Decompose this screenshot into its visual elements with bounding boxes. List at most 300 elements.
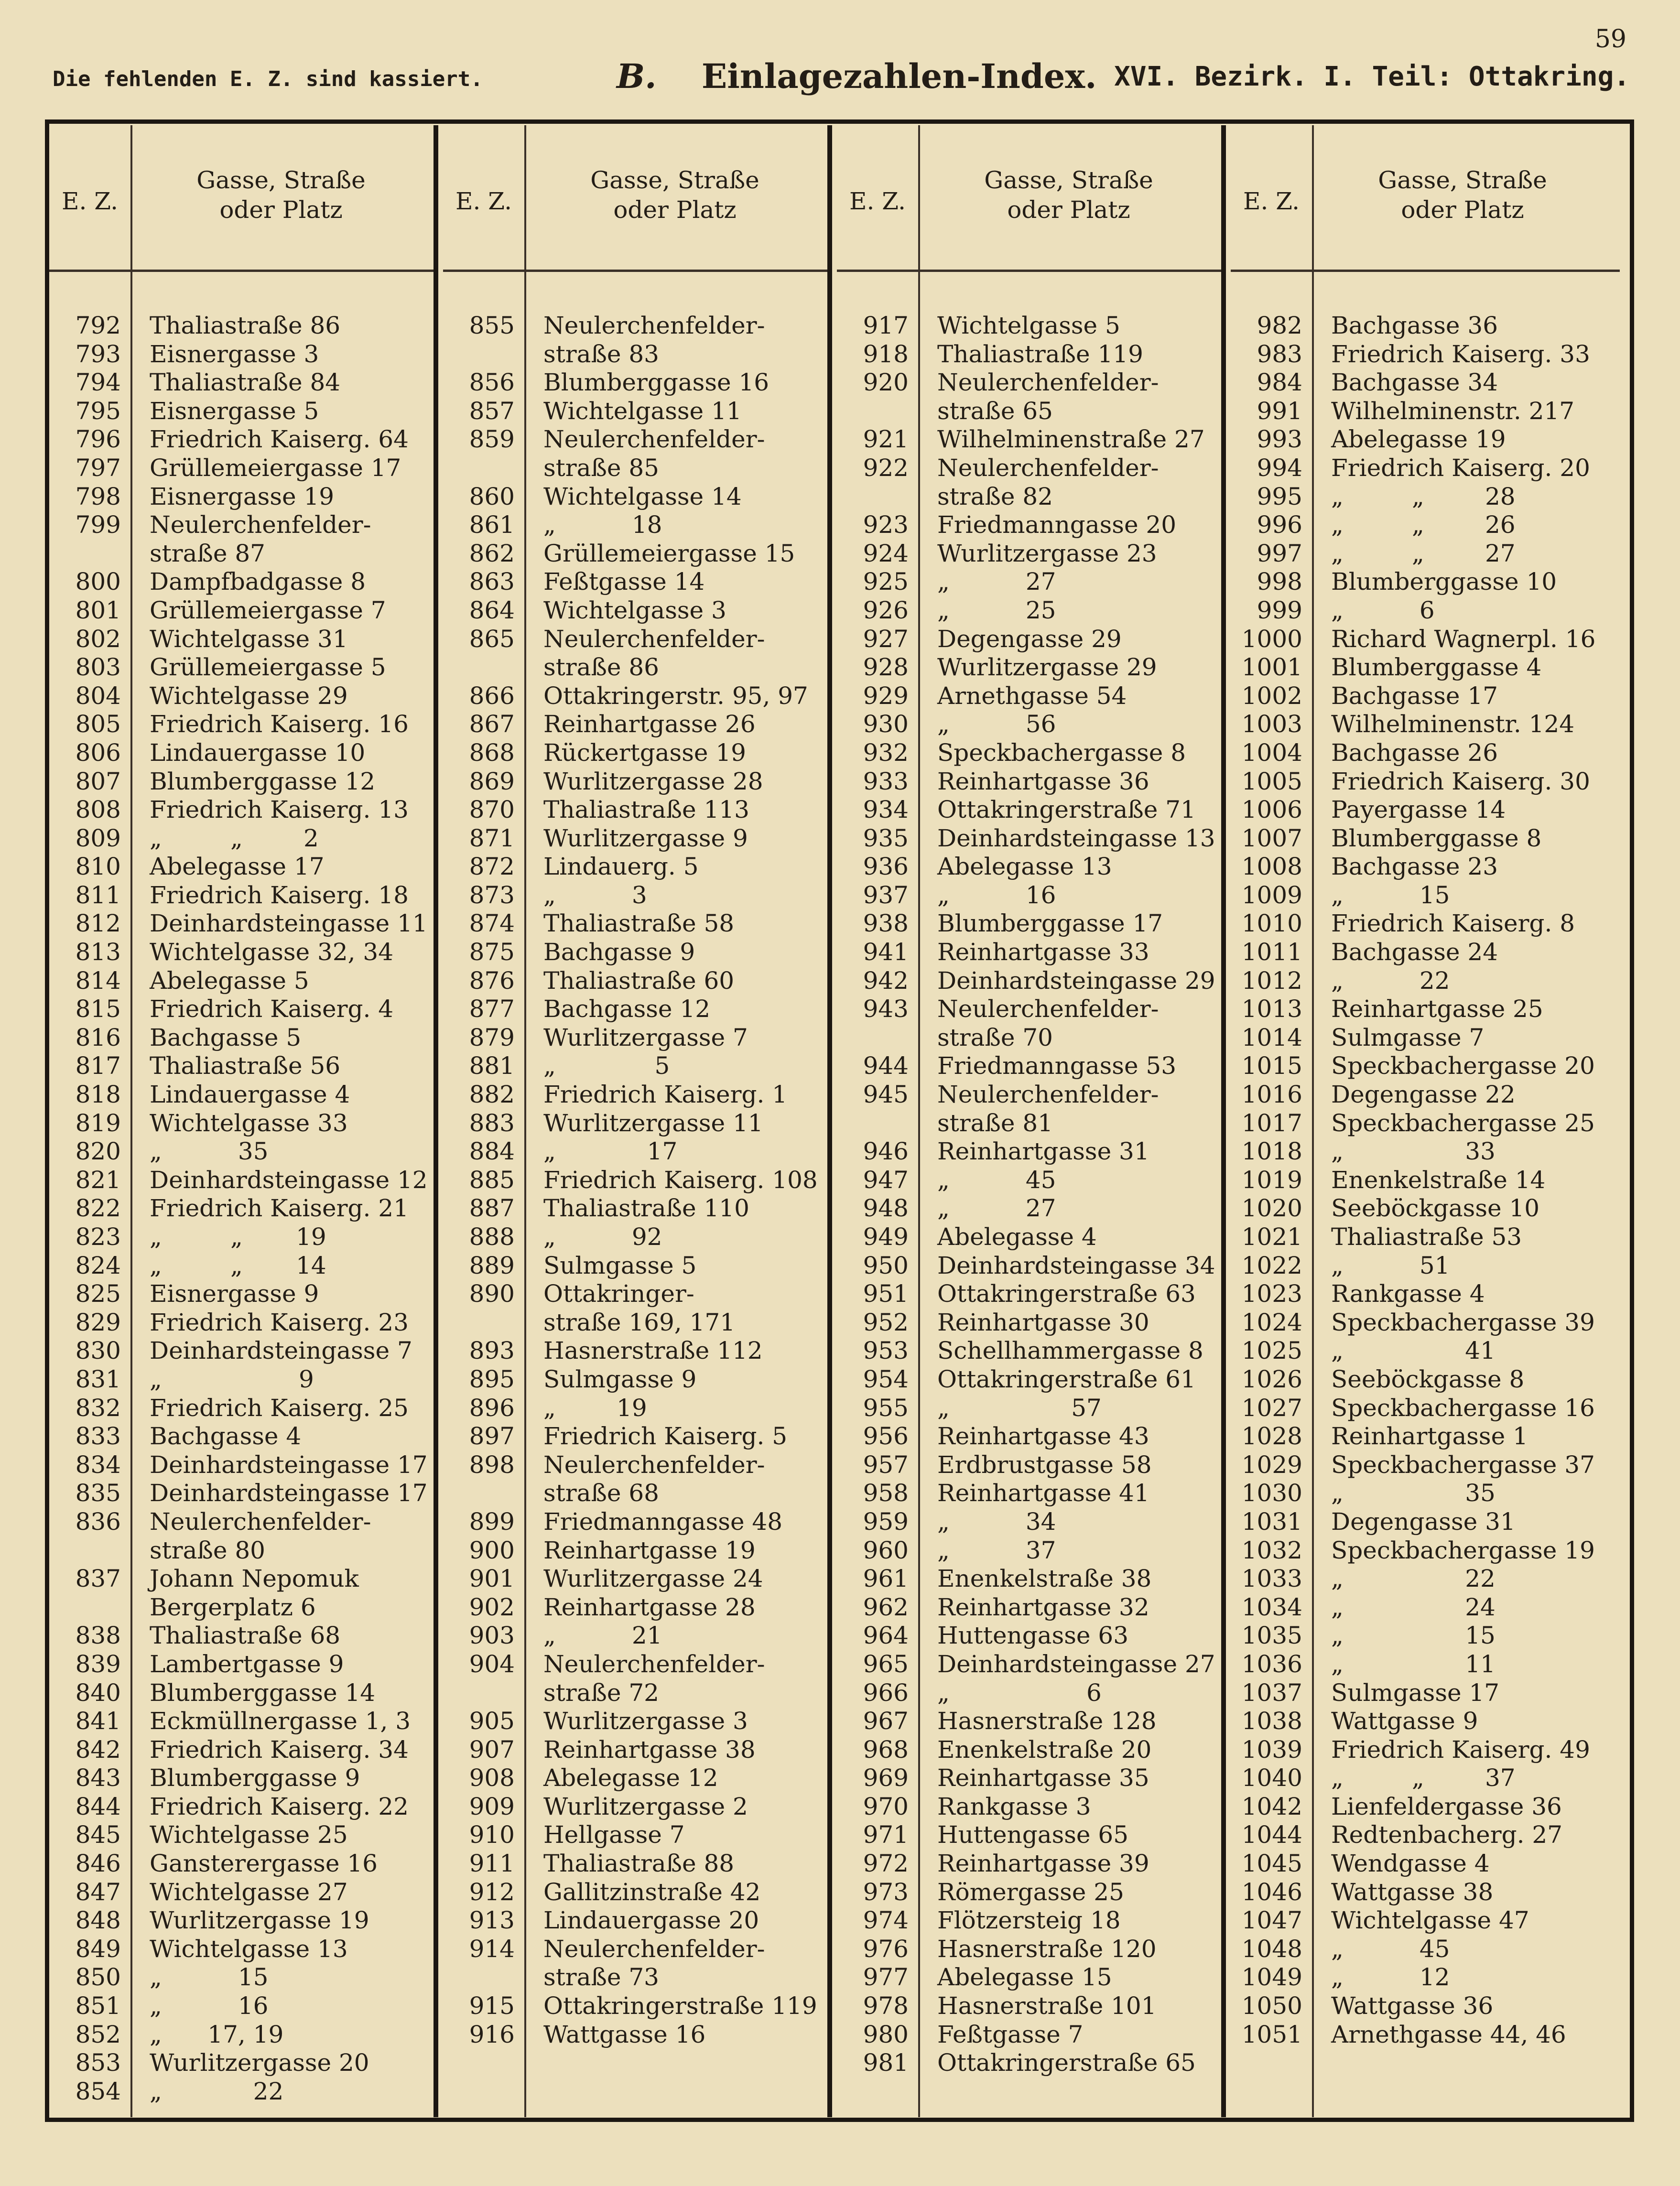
index-row — [1231, 1081, 1620, 1109]
street-entry: „ 56 — [937, 710, 1056, 738]
street-entry: „ „ 14 — [150, 1251, 326, 1279]
street-entry: Friedrich Kaiserg. 108 — [543, 1166, 818, 1194]
street-entry: Neulerchenfelder- — [937, 368, 1159, 397]
street-entry: Neulerchenfelder- — [543, 1450, 765, 1479]
ez-number: 1047 — [1241, 1906, 1302, 1935]
street-entry: Friedrich Kaiserg. 8 — [1331, 909, 1575, 938]
ez-number: 977 — [863, 1963, 909, 1991]
street-entry: Ottakringer- — [543, 1280, 694, 1308]
ez-number: 864 — [469, 596, 515, 624]
ez-number: 924 — [863, 539, 909, 567]
index-row — [49, 312, 438, 340]
ez-number — [837, 1024, 918, 1052]
ez-number — [837, 1109, 918, 1138]
ez-number: 876 — [469, 966, 515, 995]
ez-number: 914 — [469, 1935, 515, 1963]
ez-number: 805 — [75, 710, 121, 738]
ez-number — [443, 1963, 524, 1992]
street-entry: Rankgasse 4 — [1331, 1280, 1485, 1308]
index-row — [1231, 1309, 1620, 1337]
index-row — [443, 1593, 832, 1622]
street-entry: Lambertgasse 9 — [150, 1650, 344, 1678]
street-entry: Hasnerstraße 120 — [937, 1935, 1157, 1963]
ez-number: 927 — [863, 625, 909, 653]
ez-number: 913 — [469, 1906, 515, 1935]
index-row — [443, 739, 832, 768]
index-row — [49, 1650, 438, 1679]
street-entry: Erdbrustgasse 58 — [937, 1450, 1152, 1479]
street-entry: straße 81 — [937, 1109, 1053, 1137]
street-entry: „ 3 — [543, 881, 647, 909]
ez-number: 945 — [863, 1081, 909, 1109]
street-entry: Reinhartgasse 38 — [543, 1735, 756, 1764]
index-row — [837, 1422, 1226, 1451]
ez-number: 901 — [469, 1565, 515, 1593]
index-row — [49, 1337, 438, 1365]
street-entry: „ 57 — [937, 1394, 1102, 1422]
ez-number: 1051 — [1241, 2020, 1302, 2048]
street-entry: Lindauergasse 20 — [543, 1906, 759, 1935]
street-entry: Ottakringerstraße 61 — [937, 1365, 1196, 1393]
index-rows — [837, 312, 1226, 2078]
street-header — [1314, 165, 1611, 225]
street-header — [527, 165, 823, 225]
index-row — [49, 1935, 438, 1964]
street-entry: Reinhartgasse 36 — [937, 767, 1149, 795]
ez-number: 843 — [75, 1764, 121, 1792]
street-entry: Thaliastraße 86 — [150, 312, 341, 339]
index-row — [1231, 1166, 1620, 1195]
street-header-line1: Gasse, Straße — [590, 166, 759, 194]
street-entry: Enenkelstraße 14 — [1331, 1166, 1546, 1194]
street-entry: Schellhammergasse 8 — [937, 1337, 1203, 1365]
index-row — [443, 1223, 832, 1252]
index-row — [837, 454, 1226, 483]
ez-number: 976 — [863, 1935, 909, 1963]
ez-number: 799 — [75, 511, 121, 539]
street-entry: Thaliastraße 88 — [543, 1850, 735, 1878]
street-entry: Wichtelgasse 14 — [543, 482, 742, 510]
ez-number: 929 — [863, 682, 909, 710]
ez-number: 1019 — [1241, 1166, 1302, 1194]
index-rows — [1231, 312, 1620, 2049]
ez-number: 1031 — [1241, 1507, 1302, 1536]
ez-number: 969 — [863, 1764, 909, 1792]
street-entry: Flötzersteig 18 — [937, 1906, 1121, 1935]
street-entry: Abelegasse 13 — [937, 853, 1112, 881]
street-entry: Friedrich Kaiserg. 4 — [150, 995, 394, 1023]
ez-number: 818 — [75, 1081, 121, 1109]
street-entry: Wurlitzergasse 3 — [543, 1707, 748, 1735]
index-row — [837, 1508, 1226, 1537]
street-header — [921, 165, 1217, 225]
index-row — [1231, 625, 1620, 654]
street-entry: Wichtelgasse 5 — [937, 312, 1120, 339]
index-row — [443, 397, 832, 426]
street-entry: Speckbachergasse 20 — [1331, 1052, 1595, 1080]
index-row — [1231, 483, 1620, 511]
index-row — [443, 368, 832, 397]
ez-number: 1045 — [1241, 1850, 1302, 1878]
street-entry: Eisnergasse 19 — [150, 482, 335, 510]
street-entry: Blumberggasse 4 — [1331, 653, 1542, 682]
street-entry: Wichtelgasse 11 — [543, 397, 742, 425]
street-header-line1: Gasse, Straße — [984, 166, 1153, 194]
street-entry: „ 33 — [1331, 1137, 1496, 1166]
street-entry: Speckbachergasse 19 — [1331, 1536, 1595, 1564]
index-row — [1231, 1508, 1620, 1537]
index-row — [1231, 2021, 1620, 2049]
index-row — [49, 2049, 438, 2078]
street-header-line2: oder Platz — [1007, 196, 1130, 224]
ez-number: 950 — [863, 1251, 909, 1279]
street-entry: Friedrich Kaiserg. 30 — [1331, 767, 1590, 795]
street-entry: „ 19 — [543, 1394, 647, 1422]
index-row — [49, 1223, 438, 1252]
street-entry: „ „ 28 — [1331, 482, 1516, 510]
index-row — [1231, 368, 1620, 397]
street-header-line1: Gasse, Straße — [1378, 166, 1547, 194]
street-entry: Deinhardsteingasse 12 — [150, 1166, 428, 1194]
street-entry: Thaliastraße 113 — [543, 796, 749, 824]
ez-number: 793 — [75, 340, 121, 368]
ez-number: 932 — [863, 738, 909, 767]
street-entry: „ 16 — [150, 1992, 269, 2020]
street-entry: „ 35 — [150, 1137, 269, 1166]
street-entry: straße 85 — [543, 454, 659, 482]
ez-number: 870 — [469, 796, 515, 824]
street-entry: Wendgasse 4 — [1331, 1850, 1490, 1878]
street-entry: Feßtgasse 14 — [543, 568, 705, 596]
index-row — [837, 1081, 1226, 1109]
index-row — [837, 1109, 1226, 1138]
index-row — [443, 1622, 832, 1650]
index-row — [49, 1479, 438, 1508]
ez-number: 824 — [75, 1251, 121, 1279]
ez-number: 1021 — [1241, 1223, 1302, 1251]
ez-header: E. Z. — [61, 187, 119, 215]
index-row — [837, 540, 1226, 568]
index-row — [837, 1650, 1226, 1679]
street-entry: Wattgasse 38 — [1331, 1878, 1494, 1906]
index-column-3 — [837, 125, 1226, 2117]
street-entry: „ 6 — [937, 1678, 1102, 1707]
street-entry: Reinhartgasse 26 — [543, 710, 756, 738]
ez-number: 908 — [469, 1764, 515, 1792]
street-entry: „ 45 — [1331, 1935, 1450, 1963]
street-entry: Speckbachergasse 25 — [1331, 1109, 1595, 1137]
index-row — [837, 1137, 1226, 1166]
street-header-line2: oder Platz — [613, 196, 737, 224]
index-row — [443, 1963, 832, 1992]
ez-number — [49, 1593, 130, 1622]
ez-number: 903 — [469, 1622, 515, 1650]
ez-number: 1050 — [1241, 1992, 1302, 2020]
ez-number: 958 — [863, 1479, 909, 1507]
ez-number: 1042 — [1241, 1792, 1302, 1820]
column-header — [49, 125, 438, 272]
street-entry: Friedrich Kaiserg. 1 — [543, 1081, 788, 1109]
street-entry: Ottakringerstraße 71 — [937, 796, 1196, 824]
ez-number: 831 — [75, 1365, 121, 1393]
index-row — [443, 1565, 832, 1593]
street-entry: Neulerchenfelder- — [543, 625, 765, 653]
ez-number: 925 — [863, 568, 909, 596]
ez-number: 795 — [75, 397, 121, 425]
index-row — [837, 824, 1226, 853]
index-row — [49, 1707, 438, 1736]
ez-number: 1046 — [1241, 1878, 1302, 1906]
ez-number — [49, 540, 130, 568]
ez-number: 960 — [863, 1536, 909, 1564]
ez-header: E. Z. — [849, 187, 906, 215]
ez-number: 1033 — [1241, 1565, 1302, 1593]
index-row — [1231, 340, 1620, 369]
street-entry: Reinhartgasse 31 — [937, 1137, 1149, 1166]
index-row — [837, 1337, 1226, 1365]
ez-number: 871 — [469, 824, 515, 852]
ez-number: 898 — [469, 1450, 515, 1479]
ez-number: 942 — [863, 966, 909, 995]
ez-number: 853 — [75, 2049, 121, 2077]
index-row — [837, 1992, 1226, 2021]
street-entry: Neulerchenfelder- — [543, 425, 765, 454]
ez-number: 1037 — [1241, 1678, 1302, 1707]
street-entry: Wurlitzergasse 11 — [543, 1109, 763, 1137]
street-entry: Speckbachergasse 16 — [1331, 1394, 1595, 1422]
ez-number: 982 — [1257, 312, 1302, 339]
street-entry: Speckbachergasse 37 — [1331, 1450, 1595, 1479]
street-entry: Thaliastraße 58 — [543, 909, 735, 938]
ez-number: 923 — [863, 511, 909, 539]
street-entry: Wurlitzergasse 7 — [543, 1023, 748, 1051]
ez-number: 830 — [75, 1337, 121, 1365]
index-row — [443, 653, 832, 682]
index-row — [49, 454, 438, 483]
index-row — [49, 1821, 438, 1850]
index-row — [443, 1166, 832, 1195]
index-row — [49, 1137, 438, 1166]
street-entry: Feßtgasse 7 — [937, 2020, 1084, 2048]
index-row — [1231, 1479, 1620, 1508]
street-entry: „ 21 — [543, 1622, 662, 1650]
ez-number: 1025 — [1241, 1337, 1302, 1365]
street-entry: Friedmanngasse 20 — [937, 511, 1177, 539]
ez-number: 833 — [75, 1422, 121, 1450]
ez-number: 922 — [863, 454, 909, 482]
index-row — [837, 1394, 1226, 1423]
ez-number: 1011 — [1241, 938, 1302, 966]
ez-number: 973 — [863, 1878, 909, 1906]
street-entry: Friedmanngasse 53 — [937, 1052, 1177, 1080]
ez-number: 1013 — [1241, 995, 1302, 1023]
index-row — [837, 995, 1226, 1024]
index-row — [443, 1365, 832, 1394]
index-row — [837, 1679, 1226, 1708]
index-row — [443, 1764, 832, 1793]
ez-number: 809 — [75, 824, 121, 852]
index-row — [1231, 1679, 1620, 1708]
ez-number: 835 — [75, 1479, 121, 1507]
index-row — [837, 625, 1226, 654]
ez-number: 966 — [863, 1678, 909, 1707]
street-entry: „ 5 — [543, 1052, 670, 1080]
street-entry: „ 6 — [1331, 596, 1435, 624]
ez-number: 822 — [75, 1194, 121, 1223]
ez-number: 997 — [1257, 539, 1302, 567]
ez-number: 1018 — [1241, 1137, 1302, 1166]
ez-number: 896 — [469, 1394, 515, 1422]
street-entry: Wattgasse 16 — [543, 2020, 706, 2048]
index-row — [443, 625, 832, 654]
ez-number: 918 — [863, 340, 909, 368]
index-row — [49, 967, 438, 996]
street-entry: Degengasse 29 — [937, 625, 1122, 653]
street-entry: „ 24 — [1331, 1593, 1496, 1621]
index-row — [443, 1821, 832, 1850]
street-entry: straße 87 — [150, 539, 265, 567]
ez-number: 1038 — [1241, 1707, 1302, 1735]
ez-number: 1016 — [1241, 1081, 1302, 1109]
index-row — [837, 710, 1226, 739]
ez-number: 847 — [75, 1878, 121, 1906]
street-entry: Wilhelminenstr. 124 — [1331, 710, 1575, 738]
ez-number: 1048 — [1241, 1935, 1302, 1963]
ez-number: 813 — [75, 938, 121, 966]
street-entry: „ „ 19 — [150, 1223, 326, 1251]
index-row — [443, 568, 832, 596]
ez-number: 1034 — [1241, 1593, 1302, 1621]
street-entry: „ 16 — [937, 881, 1056, 909]
street-entry: Deinhardsteingasse 7 — [150, 1337, 412, 1365]
ez-number: 909 — [469, 1792, 515, 1820]
ez-number: 998 — [1257, 568, 1302, 596]
street-entry: Ottakringerstraße 119 — [543, 1992, 817, 2020]
street-entry: Seeböckgasse 10 — [1331, 1194, 1540, 1223]
index-row — [1231, 397, 1620, 426]
index-row — [837, 1194, 1226, 1223]
street-entry: Friedrich Kaiserg. 49 — [1331, 1735, 1590, 1764]
ez-number: 1012 — [1241, 966, 1302, 995]
ez-number: 803 — [75, 653, 121, 682]
street-entry: Wichtelgasse 3 — [543, 596, 726, 624]
index-row — [443, 1024, 832, 1052]
ez-number: 930 — [863, 710, 909, 738]
street-entry: Friedrich Kaiserg. 25 — [150, 1394, 409, 1422]
ez-number: 868 — [469, 738, 515, 767]
street-entry: Friedrich Kaiserg. 5 — [543, 1422, 788, 1450]
index-row — [443, 1508, 832, 1537]
ez-number: 850 — [75, 1963, 121, 1991]
street-entry: straße 70 — [937, 1023, 1053, 1051]
index-row — [1231, 1537, 1620, 1565]
index-row — [837, 881, 1226, 910]
index-row — [443, 1537, 832, 1565]
index-row — [49, 397, 438, 426]
index-row — [443, 1850, 832, 1878]
street-entry: Reinhartgasse 35 — [937, 1764, 1149, 1792]
index-row — [837, 397, 1226, 426]
index-row — [49, 1537, 438, 1565]
ez-number: 964 — [863, 1622, 909, 1650]
index-row — [1231, 739, 1620, 768]
index-row — [837, 1793, 1226, 1821]
index-row — [1231, 1052, 1620, 1081]
ez-number: 1023 — [1241, 1280, 1302, 1308]
index-row — [837, 653, 1226, 682]
ez-number: 965 — [863, 1650, 909, 1678]
ez-number: 951 — [863, 1280, 909, 1308]
street-entry: straße 73 — [543, 1963, 659, 1991]
ez-number: 800 — [75, 568, 121, 596]
street-entry: Wurlitzergasse 29 — [937, 653, 1157, 682]
index-column-4 — [1231, 125, 1620, 2117]
index-row — [1231, 1422, 1620, 1451]
street-entry: Johann Nepomuk — [150, 1565, 359, 1593]
ez-number: 887 — [469, 1194, 515, 1223]
street-entry: Wurlitzergasse 23 — [937, 539, 1157, 567]
index-row — [837, 967, 1226, 996]
ez-number: 849 — [75, 1935, 121, 1963]
ez-number: 851 — [75, 1992, 121, 2020]
street-entry: Hasnerstraße 101 — [937, 1992, 1157, 2020]
street-entry: Thaliastraße 60 — [543, 966, 735, 995]
street-entry: Sulmgasse 17 — [1331, 1678, 1500, 1707]
ez-number: 1003 — [1241, 710, 1302, 738]
index-row — [837, 938, 1226, 967]
index-row — [837, 568, 1226, 596]
street-entry: Friedrich Kaiserg. 13 — [150, 796, 409, 824]
index-row — [1231, 1850, 1620, 1878]
ez-number: 1002 — [1241, 682, 1302, 710]
ez-number: 893 — [469, 1337, 515, 1365]
index-row — [443, 1109, 832, 1138]
ez-number: 978 — [863, 1992, 909, 2020]
index-row — [1231, 1878, 1620, 1907]
index-row — [443, 483, 832, 511]
street-entry: Friedrich Kaiserg. 16 — [150, 710, 409, 738]
index-row — [1231, 995, 1620, 1024]
index-row — [1231, 909, 1620, 938]
index-row — [837, 739, 1226, 768]
street-entry: Thaliastraße 68 — [150, 1622, 341, 1650]
index-row — [1231, 967, 1620, 996]
index-row — [49, 1565, 438, 1593]
ez-number: 796 — [75, 425, 121, 454]
street-entry: Grüllemeiergasse 17 — [150, 454, 401, 482]
ez-number: 971 — [863, 1821, 909, 1849]
street-entry: Arnethgasse 54 — [937, 682, 1127, 710]
ez-number: 1049 — [1241, 1963, 1302, 1991]
index-row — [443, 1394, 832, 1423]
ez-number: 956 — [863, 1422, 909, 1450]
ez-number: 904 — [469, 1650, 515, 1678]
street-entry: „ 51 — [1331, 1251, 1450, 1279]
index-row — [1231, 1280, 1620, 1309]
street-entry: straße 80 — [150, 1536, 265, 1564]
index-row — [1231, 710, 1620, 739]
index-row — [49, 1394, 438, 1423]
index-row — [49, 483, 438, 511]
ez-number: 1007 — [1241, 824, 1302, 852]
index-row — [443, 1194, 832, 1223]
index-row — [443, 312, 832, 340]
street-entry: Friedrich Kaiserg. 18 — [150, 881, 409, 909]
ez-number — [837, 483, 918, 511]
street-entry: Reinhartgasse 19 — [543, 1536, 756, 1564]
ez-number: 817 — [75, 1052, 121, 1080]
street-entry: „ 12 — [1331, 1963, 1450, 1991]
